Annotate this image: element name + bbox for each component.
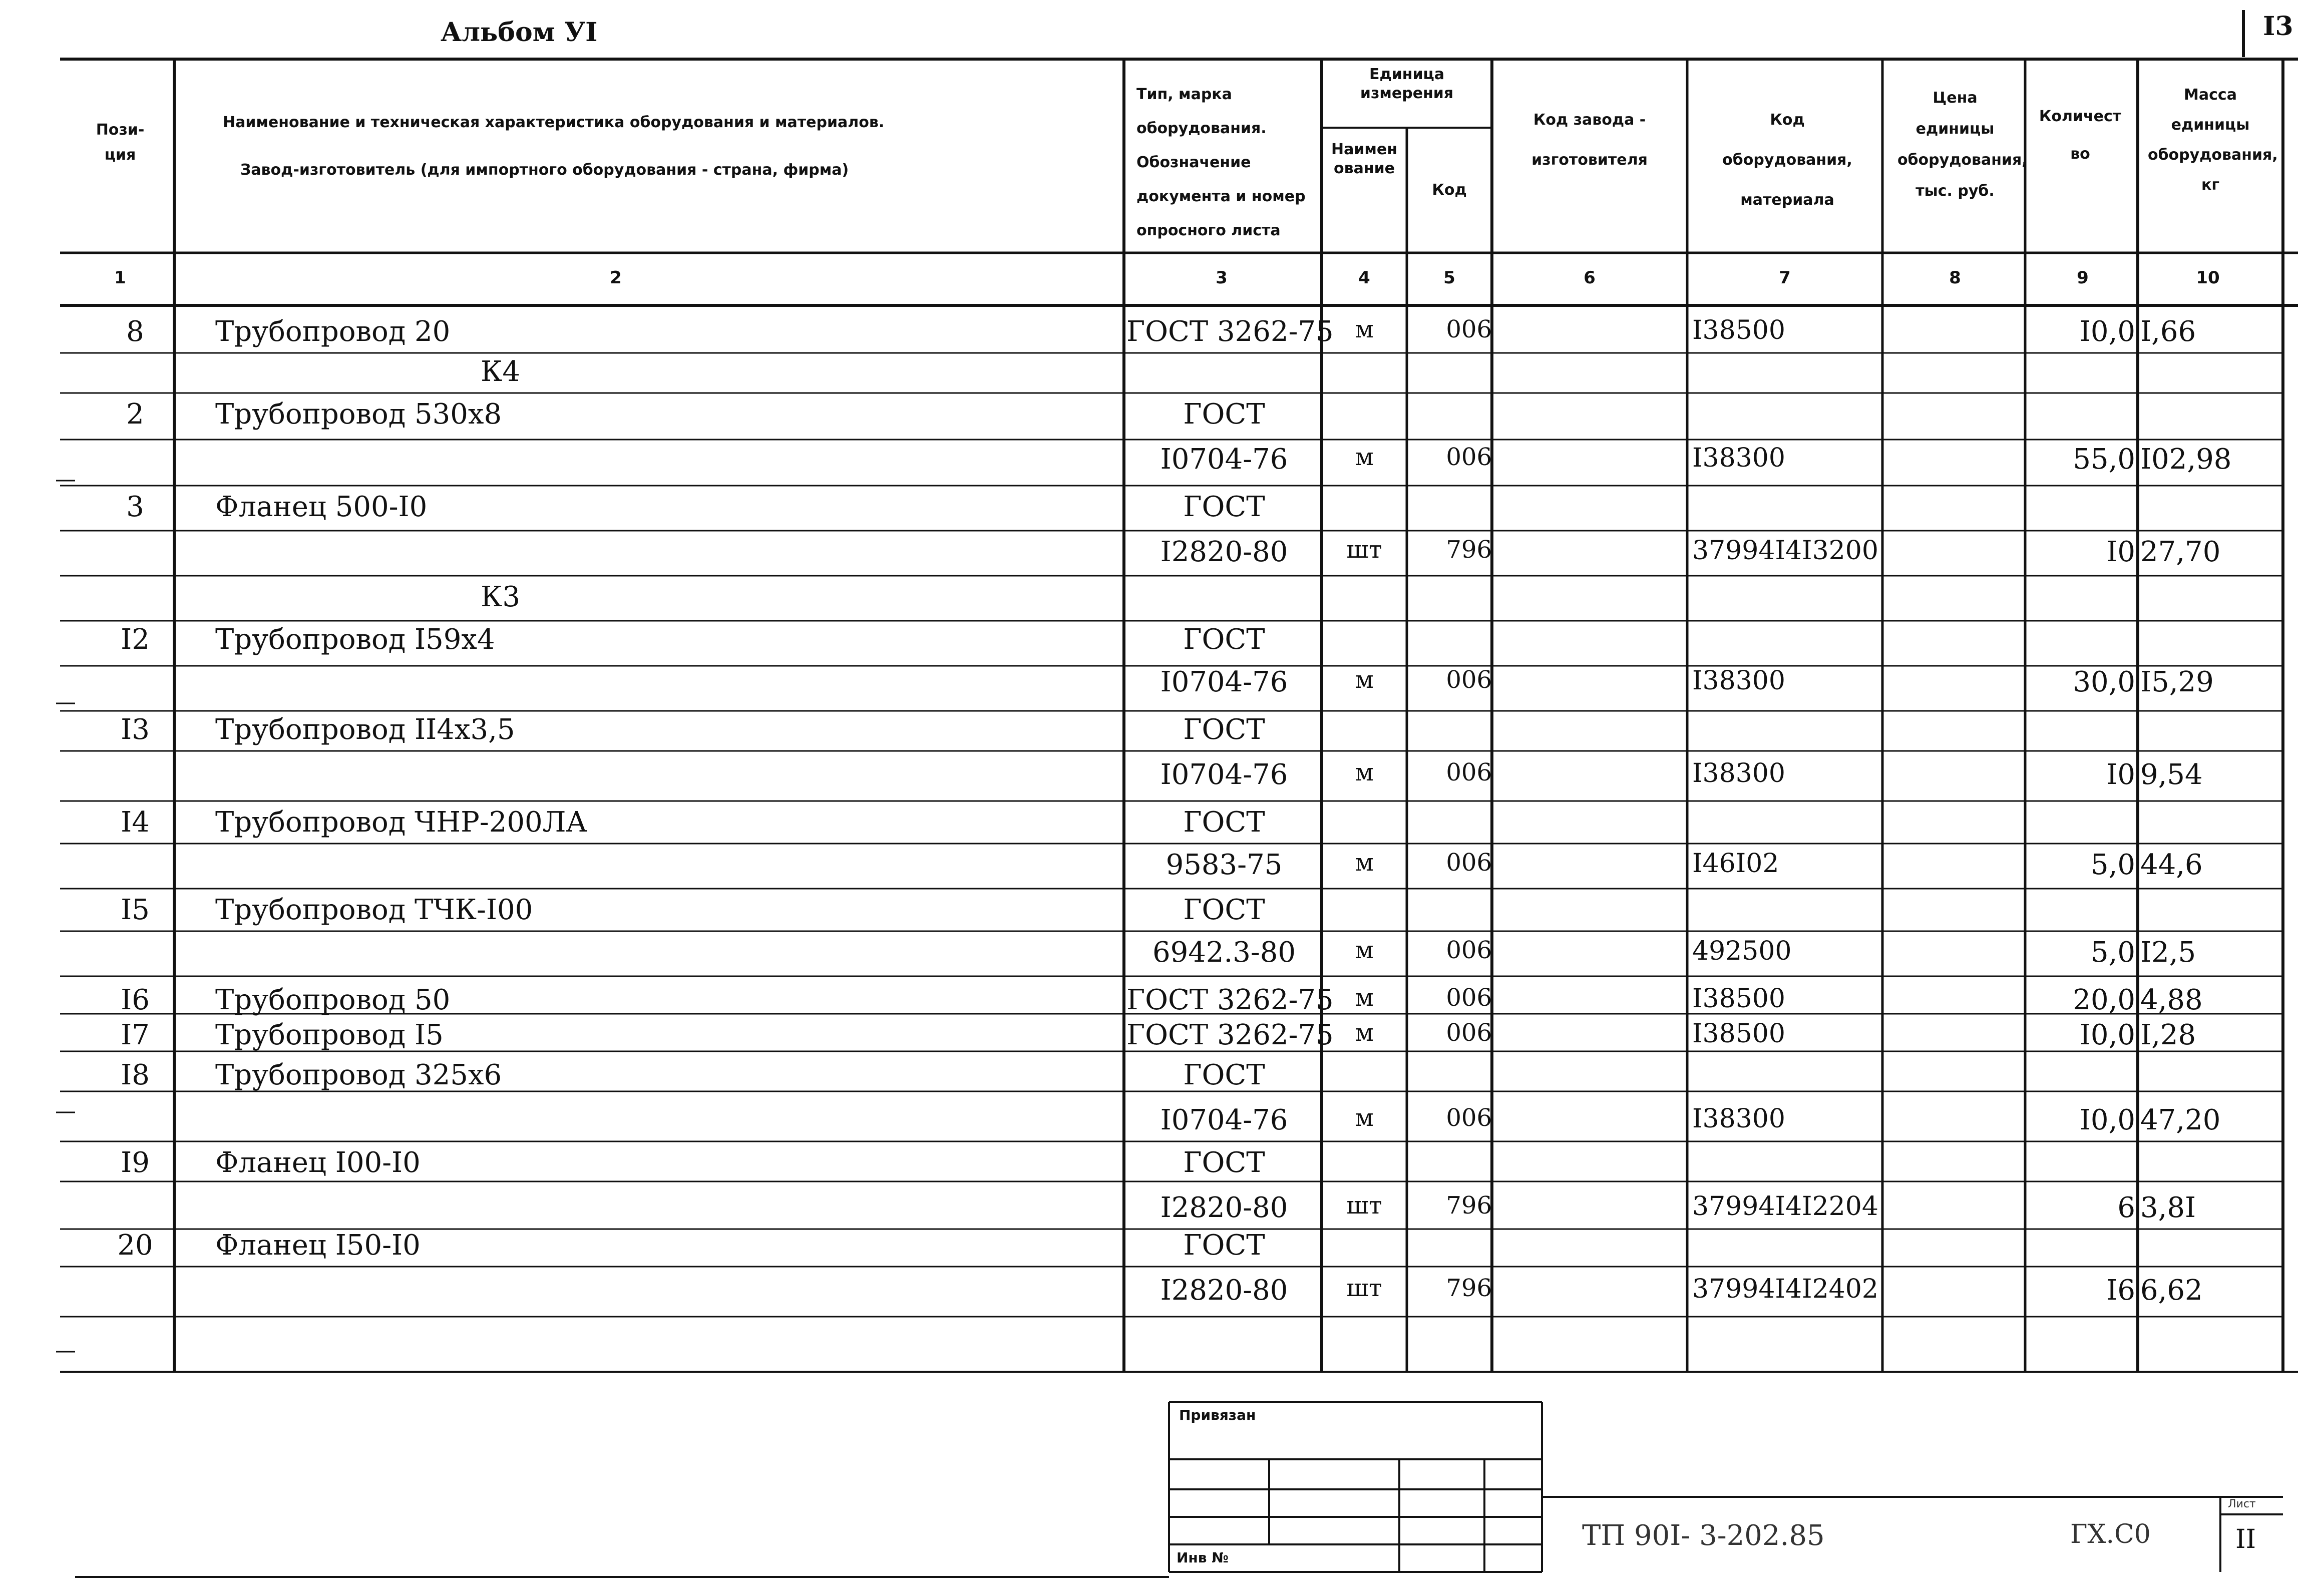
mass-cell: 47,20 xyxy=(2140,1104,2221,1136)
type-cell: ГОСТ xyxy=(1183,713,1265,746)
position-cell: I4 xyxy=(121,806,150,839)
equipment-code-cell: I38500 xyxy=(1692,984,1785,1014)
mass-cell: I2,5 xyxy=(2140,936,2196,969)
position-cell: I7 xyxy=(121,1019,150,1051)
col-header-unit-code: Код xyxy=(1432,181,1467,199)
unit-code-cell: 796 xyxy=(1446,536,1492,564)
equipment-code-cell: 37994I4I3200 xyxy=(1692,536,1878,566)
position-cell: I3 xyxy=(121,713,150,746)
col-number: 6 xyxy=(1584,268,1596,288)
type-cell: I0704-76 xyxy=(1160,443,1288,476)
type-cell: ГОСТ xyxy=(1183,491,1265,523)
equipment-code-cell: I38300 xyxy=(1692,666,1785,696)
type-cell: I2820-80 xyxy=(1160,1191,1288,1224)
stamp-sheet-label: Лист xyxy=(2228,1498,2256,1510)
quantity-cell: I6 xyxy=(2106,1274,2135,1307)
name-cell: Трубопровод 325х6 xyxy=(215,1059,502,1091)
quantity-cell: 20,0 xyxy=(2073,984,2135,1016)
name-cell: Фланец 500-I0 xyxy=(215,491,428,523)
position-cell: 2 xyxy=(126,398,144,431)
unit-code-cell: 006 xyxy=(1446,666,1492,694)
quantity-cell: I0,0 xyxy=(2079,315,2135,348)
document-designation: ТП 90I- 3-202.85 xyxy=(1582,1519,1825,1552)
unit-name-cell: м xyxy=(1355,666,1374,694)
type-cell: ГОСТ 3262-75 xyxy=(1126,1019,1334,1051)
name-cell: Трубопровод I5 xyxy=(215,1019,444,1051)
equipment-code-cell: 37994I4I2402 xyxy=(1692,1274,1878,1304)
position-cell: I5 xyxy=(121,894,150,926)
type-cell: ГОСТ xyxy=(1183,623,1265,656)
col-header-price: Цена единицы оборудования, тыс. руб. xyxy=(1897,89,2028,200)
type-cell: 9583-75 xyxy=(1166,849,1283,881)
type-cell: I0704-76 xyxy=(1160,1104,1288,1136)
name-cell: Фланец I50-I0 xyxy=(215,1229,421,1262)
col-header-position: Пози- ция xyxy=(96,121,145,164)
col-number: 7 xyxy=(1779,268,1791,288)
unit-name-cell: м xyxy=(1355,1019,1374,1047)
type-cell: ГОСТ xyxy=(1183,398,1265,431)
equipment-code-cell: I38300 xyxy=(1692,443,1785,473)
position-cell: I8 xyxy=(121,1059,150,1091)
unit-code-cell: 796 xyxy=(1446,1191,1492,1220)
unit-name-cell: шт xyxy=(1346,1191,1382,1220)
col-header-plant-code: Код завода - изготовителя xyxy=(1531,111,1648,169)
type-cell: I2820-80 xyxy=(1160,1274,1288,1307)
col-number: 8 xyxy=(1949,268,1961,288)
unit-code-cell: 006 xyxy=(1446,758,1492,786)
position-cell: 8 xyxy=(126,315,144,348)
album-title: Альбом УI xyxy=(441,17,598,48)
mass-cell: 6,62 xyxy=(2140,1274,2203,1307)
position-cell: 3 xyxy=(126,491,144,523)
equipment-code-cell: 492500 xyxy=(1692,936,1792,966)
quantity-cell: I0,0 xyxy=(2079,1019,2135,1051)
type-cell: ГОСТ xyxy=(1183,894,1265,926)
quantity-cell: 55,0 xyxy=(2073,443,2135,476)
unit-name-cell: м xyxy=(1355,984,1374,1012)
quantity-cell: I0 xyxy=(2106,758,2135,791)
unit-name-cell: м xyxy=(1355,758,1374,786)
type-cell: I0704-76 xyxy=(1160,758,1288,791)
col-number: 1 xyxy=(114,268,126,288)
quantity-cell: 6 xyxy=(2117,1191,2135,1224)
col-header-name-line1: Наименование и техническая характеристика оборудования и материалов. xyxy=(223,114,885,131)
type-cell: I0704-76 xyxy=(1160,666,1288,698)
mass-cell: I5,29 xyxy=(2140,666,2214,698)
name-cell: Трубопровод 50 xyxy=(215,984,451,1016)
mass-cell: 27,70 xyxy=(2140,536,2221,568)
col-number: 2 xyxy=(610,268,622,288)
mass-cell: 44,6 xyxy=(2140,849,2203,881)
equipment-code-cell: I38300 xyxy=(1692,1104,1785,1134)
position-cell: 20 xyxy=(117,1229,153,1262)
type-cell: ГОСТ xyxy=(1183,1146,1265,1179)
type-cell: ГОСТ xyxy=(1183,806,1265,839)
unit-code-cell: 006 xyxy=(1446,1019,1492,1047)
mass-cell: 4,88 xyxy=(2140,984,2203,1016)
position-cell: I2 xyxy=(121,623,150,656)
document-section-code: ГХ.С0 xyxy=(2070,1519,2151,1549)
mass-cell: 9,54 xyxy=(2140,758,2203,791)
stamp-inventory-label: Инв № xyxy=(1177,1549,1229,1566)
mass-cell: I,66 xyxy=(2140,315,2196,348)
name-cell: Фланец I00-I0 xyxy=(215,1146,421,1179)
name-cell: К4 xyxy=(481,355,520,388)
col-number: 5 xyxy=(1443,268,1455,288)
quantity-cell: 5,0 xyxy=(2090,936,2135,969)
unit-name-cell: м xyxy=(1355,315,1374,343)
unit-code-cell: 006 xyxy=(1446,984,1492,1012)
unit-code-cell: 006 xyxy=(1446,1104,1492,1132)
name-cell: Трубопровод I59х4 xyxy=(215,623,495,656)
quantity-cell: I0 xyxy=(2106,536,2135,568)
mass-cell: I,28 xyxy=(2140,1019,2196,1051)
position-cell: I9 xyxy=(121,1146,150,1179)
unit-code-cell: 006 xyxy=(1446,849,1492,877)
position-cell: I6 xyxy=(121,984,150,1016)
type-cell: ГОСТ xyxy=(1183,1059,1265,1091)
col-number: 3 xyxy=(1216,268,1228,288)
unit-code-cell: 006 xyxy=(1446,315,1492,343)
unit-name-cell: м xyxy=(1355,936,1374,964)
col-header-type: Тип, марка оборудования. Обозначение документа и номер опросного листа xyxy=(1136,86,1306,239)
equipment-code-cell: I38500 xyxy=(1692,315,1785,345)
name-cell: Трубопровод ТЧК-I00 xyxy=(215,894,533,926)
type-cell: 6942.3-80 xyxy=(1152,936,1296,969)
col-header-quantity: Количество xyxy=(2039,108,2122,163)
mass-cell: I02,98 xyxy=(2140,443,2232,476)
sheet-number: I3 xyxy=(2263,11,2293,42)
quantity-cell: 30,0 xyxy=(2073,666,2135,698)
col-header-unit-name: Наименование xyxy=(1331,141,1397,177)
type-cell: ГОСТ 3262-75 xyxy=(1126,315,1334,348)
unit-name-cell: шт xyxy=(1346,1274,1382,1302)
equipment-code-cell: I46I02 xyxy=(1692,849,1779,879)
equipment-code-cell: I38500 xyxy=(1692,1019,1785,1049)
name-cell: Трубопровод 530х8 xyxy=(215,398,502,431)
col-header-unit-group: Единица измерения xyxy=(1360,66,1454,102)
unit-name-cell: м xyxy=(1355,443,1374,471)
type-cell: ГОСТ 3262-75 xyxy=(1126,984,1334,1016)
col-header-equipment-code: Код оборудования, материала xyxy=(1722,111,1852,209)
unit-code-cell: 006 xyxy=(1446,443,1492,471)
name-cell: Трубопровод 20 xyxy=(215,315,451,348)
unit-name-cell: м xyxy=(1355,1104,1374,1132)
col-number: 10 xyxy=(2196,268,2220,288)
equipment-code-cell: 37994I4I2204 xyxy=(1692,1191,1878,1222)
quantity-cell: I0,0 xyxy=(2079,1104,2135,1136)
stamp-attached-label: Привязан xyxy=(1179,1407,1256,1423)
name-cell: К3 xyxy=(481,581,520,613)
mass-cell: 3,8I xyxy=(2140,1191,2196,1224)
type-cell: ГОСТ xyxy=(1183,1229,1265,1262)
quantity-cell: 5,0 xyxy=(2090,849,2135,881)
stamp-sheet-number: II xyxy=(2235,1524,2256,1554)
unit-code-cell: 006 xyxy=(1446,936,1492,964)
type-cell: I2820-80 xyxy=(1160,536,1288,568)
col-number: 4 xyxy=(1358,268,1370,288)
col-header-mass: Масса единицы оборудования, кг xyxy=(2148,86,2278,194)
unit-name-cell: шт xyxy=(1346,536,1382,564)
equipment-code-cell: I38300 xyxy=(1692,758,1785,788)
col-number: 9 xyxy=(2077,268,2089,288)
unit-name-cell: м xyxy=(1355,849,1374,877)
name-cell: Трубопровод ЧНР-200ЛА xyxy=(215,806,587,839)
col-header-name-line2: Завод-изготовитель (для импортного оборудования - страна, фирма) xyxy=(240,161,849,179)
unit-code-cell: 796 xyxy=(1446,1274,1492,1302)
name-cell: Трубопровод II4х3,5 xyxy=(215,713,515,746)
